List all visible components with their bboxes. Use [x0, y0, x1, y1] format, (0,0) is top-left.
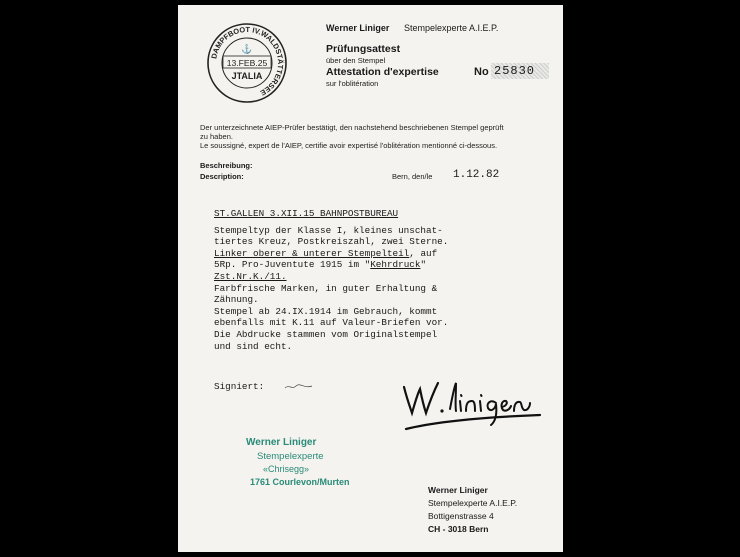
- stamp-ring-text: DAMPFBOOT IV.WALDSTÄTTERSEE: [209, 24, 286, 98]
- green-stamp-title: Stempelexperte: [257, 451, 324, 462]
- body-line-10: Die Abdrucke stammen vom Originalstempel: [214, 328, 438, 340]
- certificate-subtitle-fr: sur l'oblitération: [326, 79, 379, 88]
- expert-title: Stempelexperte A.I.E.P.: [404, 23, 499, 33]
- body-line-11: und sind echt.: [214, 340, 293, 352]
- stamp-country: JTALIA: [231, 71, 263, 81]
- expert-name: Werner Liniger: [326, 23, 390, 33]
- certificate-number: 25830: [494, 64, 536, 78]
- place-label: Bern, den/le: [392, 172, 433, 181]
- body-line-4-underlined: Kehrdruck: [370, 259, 421, 271]
- small-initials: [284, 383, 314, 391]
- intro-de-line1: Der unterzeichnete AIEP-Prüfer bestätigt, den nachstehend beschriebenen Stempel geprüft: [200, 123, 504, 132]
- certificate-date: 1.12.82: [453, 169, 500, 181]
- signature: [398, 373, 543, 435]
- intro-fr-line1: Le soussigné, expert de l'AIEP, certifie avoir expertisé l'oblitération mentionné ci-dessous.: [200, 141, 498, 150]
- anchor-icon: ⚓: [241, 44, 253, 54]
- body-line-3-rest: , auf: [409, 247, 438, 259]
- green-stamp-name: Werner Liniger: [246, 437, 317, 448]
- body-line-7: Zähnung.: [214, 294, 259, 306]
- certificate-paper: [178, 5, 563, 552]
- certificate-title-de: Prüfungsattest: [326, 43, 401, 55]
- body-line-9: ebenfalls mit K.11 auf Valeur-Briefen vor.: [214, 317, 449, 329]
- description-label-fr: Description:: [200, 172, 244, 181]
- green-stamp-house: «Chrisegg»: [263, 464, 310, 474]
- body-line-6: Farbfrische Marken, in guter Erhaltung &: [214, 282, 438, 294]
- number-label: No: [474, 66, 489, 78]
- body-line-5: Zst.Nr.K./11.: [214, 270, 287, 282]
- body-text: [214, 208, 448, 352]
- body-heading: ST.GALLEN 3.XII.15 BAHNPOSTBUREAU: [214, 208, 399, 219]
- body-line-4-pre: 5Rp. Pro-Juventute 1915 im ": [214, 259, 371, 271]
- body-line-4-post: ": [420, 259, 427, 271]
- body-line-8: Stempel ab 24.IX.1914 im Gebrauch, kommt: [214, 305, 438, 317]
- stamp-date: 13.FEB.25: [226, 58, 268, 68]
- body-line-1: Stempeltyp der Klasse I, kleines unschat-: [214, 224, 443, 236]
- intro-de-line2: zu haben.: [200, 132, 233, 141]
- footer-name: Werner Liniger: [428, 485, 488, 495]
- signed-label: Signiert:: [214, 381, 265, 392]
- footer-title: Stempelexperte A.I.E.P.: [428, 498, 518, 508]
- green-stamp-address: 1761 Courlevon/Murten: [250, 477, 350, 487]
- description-label-de: Beschreibung:: [200, 161, 253, 170]
- body-line-2: tiertes Kreuz, Postkreiszahl, zwei Sterne.: [214, 236, 449, 248]
- footer-city: CH - 3018 Bern: [428, 524, 489, 534]
- certificate-title-fr: Attestation d'expertise: [326, 66, 439, 78]
- body-line-3-underlined: Linker oberer & unterer Stempelteil: [214, 247, 410, 259]
- footer-street: Bottigenstrasse 4: [428, 511, 494, 521]
- postmark-stamp: [206, 22, 288, 104]
- certificate-subtitle-de: über den Stempel: [326, 56, 386, 65]
